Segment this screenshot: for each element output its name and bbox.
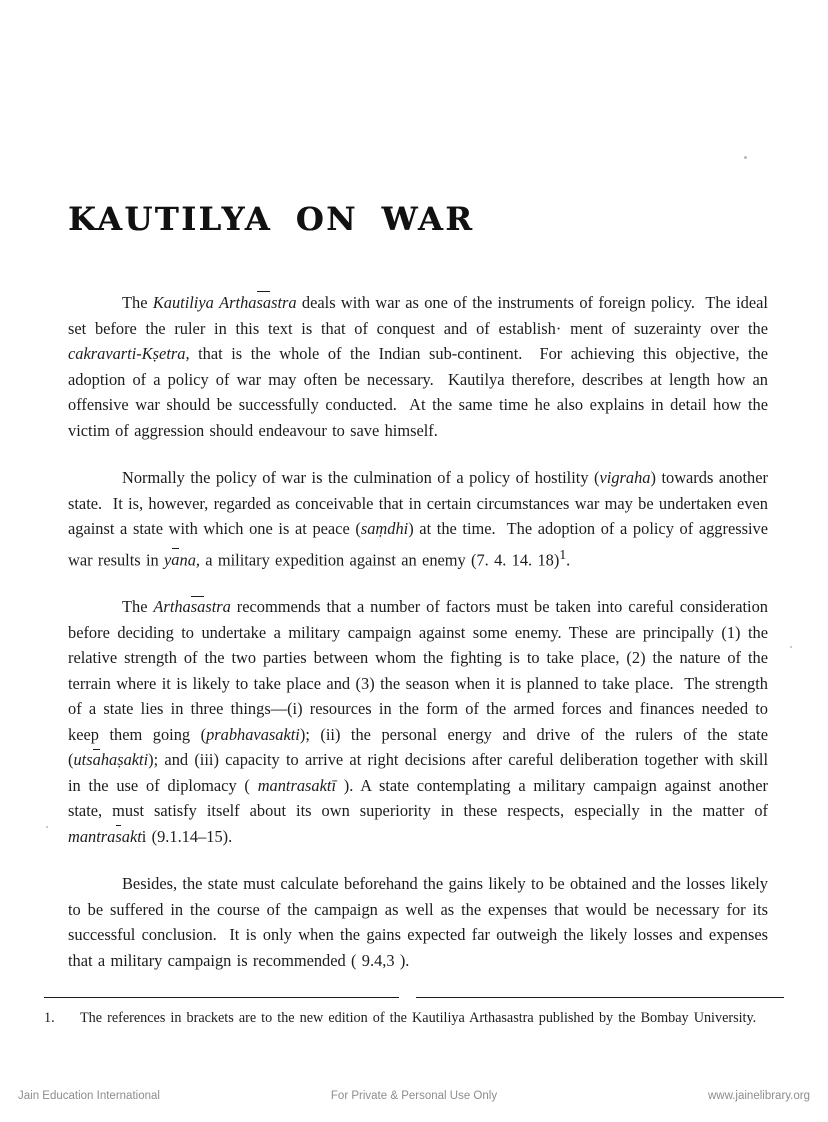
document-body [68,200,768,973]
footer-center-text: For Private & Personal Use Only [330,1090,498,1102]
paper-speck [744,156,747,159]
paper-speck [790,646,792,648]
footnote-number: 1. [44,1010,55,1026]
footnote-rule-right [416,997,784,998]
footnote-separator [44,997,784,999]
paragraph-4: Besides, the state must calculate beforehand the gains likely to be obtained and the losses likely to be suffered in the course of the campaign as well as the expenses that would be necessary for its successful conclusion. It is only when the gains expected far outweigh the likely losses and expenses that a military campaign is recommended ( 9.4,3 ). [68,874,768,970]
footer-right-url: www.jainelibrary.org [707,1090,810,1102]
paper-speck [46,826,48,828]
footnote-rule-left [44,997,399,998]
paragraph-1: The Kautiliya Arthasastra deals with war as one of the instruments of foreign policy. The ideal set before the ruler in this text is that of conquest and of establish· ment of suzerainty over the cakravarti-Kṣetra, that is the whole of the Indian sub-continent. For achieving this objective, the adoption of a policy of war may often be necessary. Kautilya therefore, describes at length how an offensive war should be successfully conducted. At the same time he also explains in detail how the victim of aggression should endeavour to save himself. [68,293,768,440]
page-title: KAUTILYA ON WAR [68,200,475,238]
footer-left-text: Jain Education International [18,1090,160,1102]
paragraph-3: The Arthasastra recommends that a number of factors must be taken into careful consideration before deciding to undertake a military campaign against some enemy. These are principally (1) the relative strength of the two parties between whom the fighting is to take place, (2) the nature of the terrain where it is likely to take place and (3) the season when it is planned to take place. The strength of a state lies in three things—(i) resources in the form of the armed forces and finances needed to keep them going (prabhavasakti); (ii) the personal energy and drive of the rulers of the state (utsahaṣakti); and (iii) capacity to arrive at right decisions after careful deliberation together with skill in the use of diplomacy ( mantrasaktī ). A state contemplating a military campaign against another state, must satisfy itself about its own superiority in these respects, especially in the matter of mantrasakti (9.1.14–15). [68,597,769,846]
paragraph-2: Normally the policy of war is the culmination of a policy of hostility (vigraha) towards another state. It is, however, regarded as conceivable that in certain circumstances war may be undertaken even against a state with which one is at peace (saṃdhi) at the time. The adoption of a policy of aggressive war results in yana, a military expedition against an enemy (7. 4. 14. 18)$^1$. [68,468,769,569]
footnote [44,1008,784,1029]
page-footer [0,1090,828,1110]
footnote-text: The references in brackets are to the new edition of the Kautiliya Arthasastra published by the Bombay University. [80,1010,757,1026]
